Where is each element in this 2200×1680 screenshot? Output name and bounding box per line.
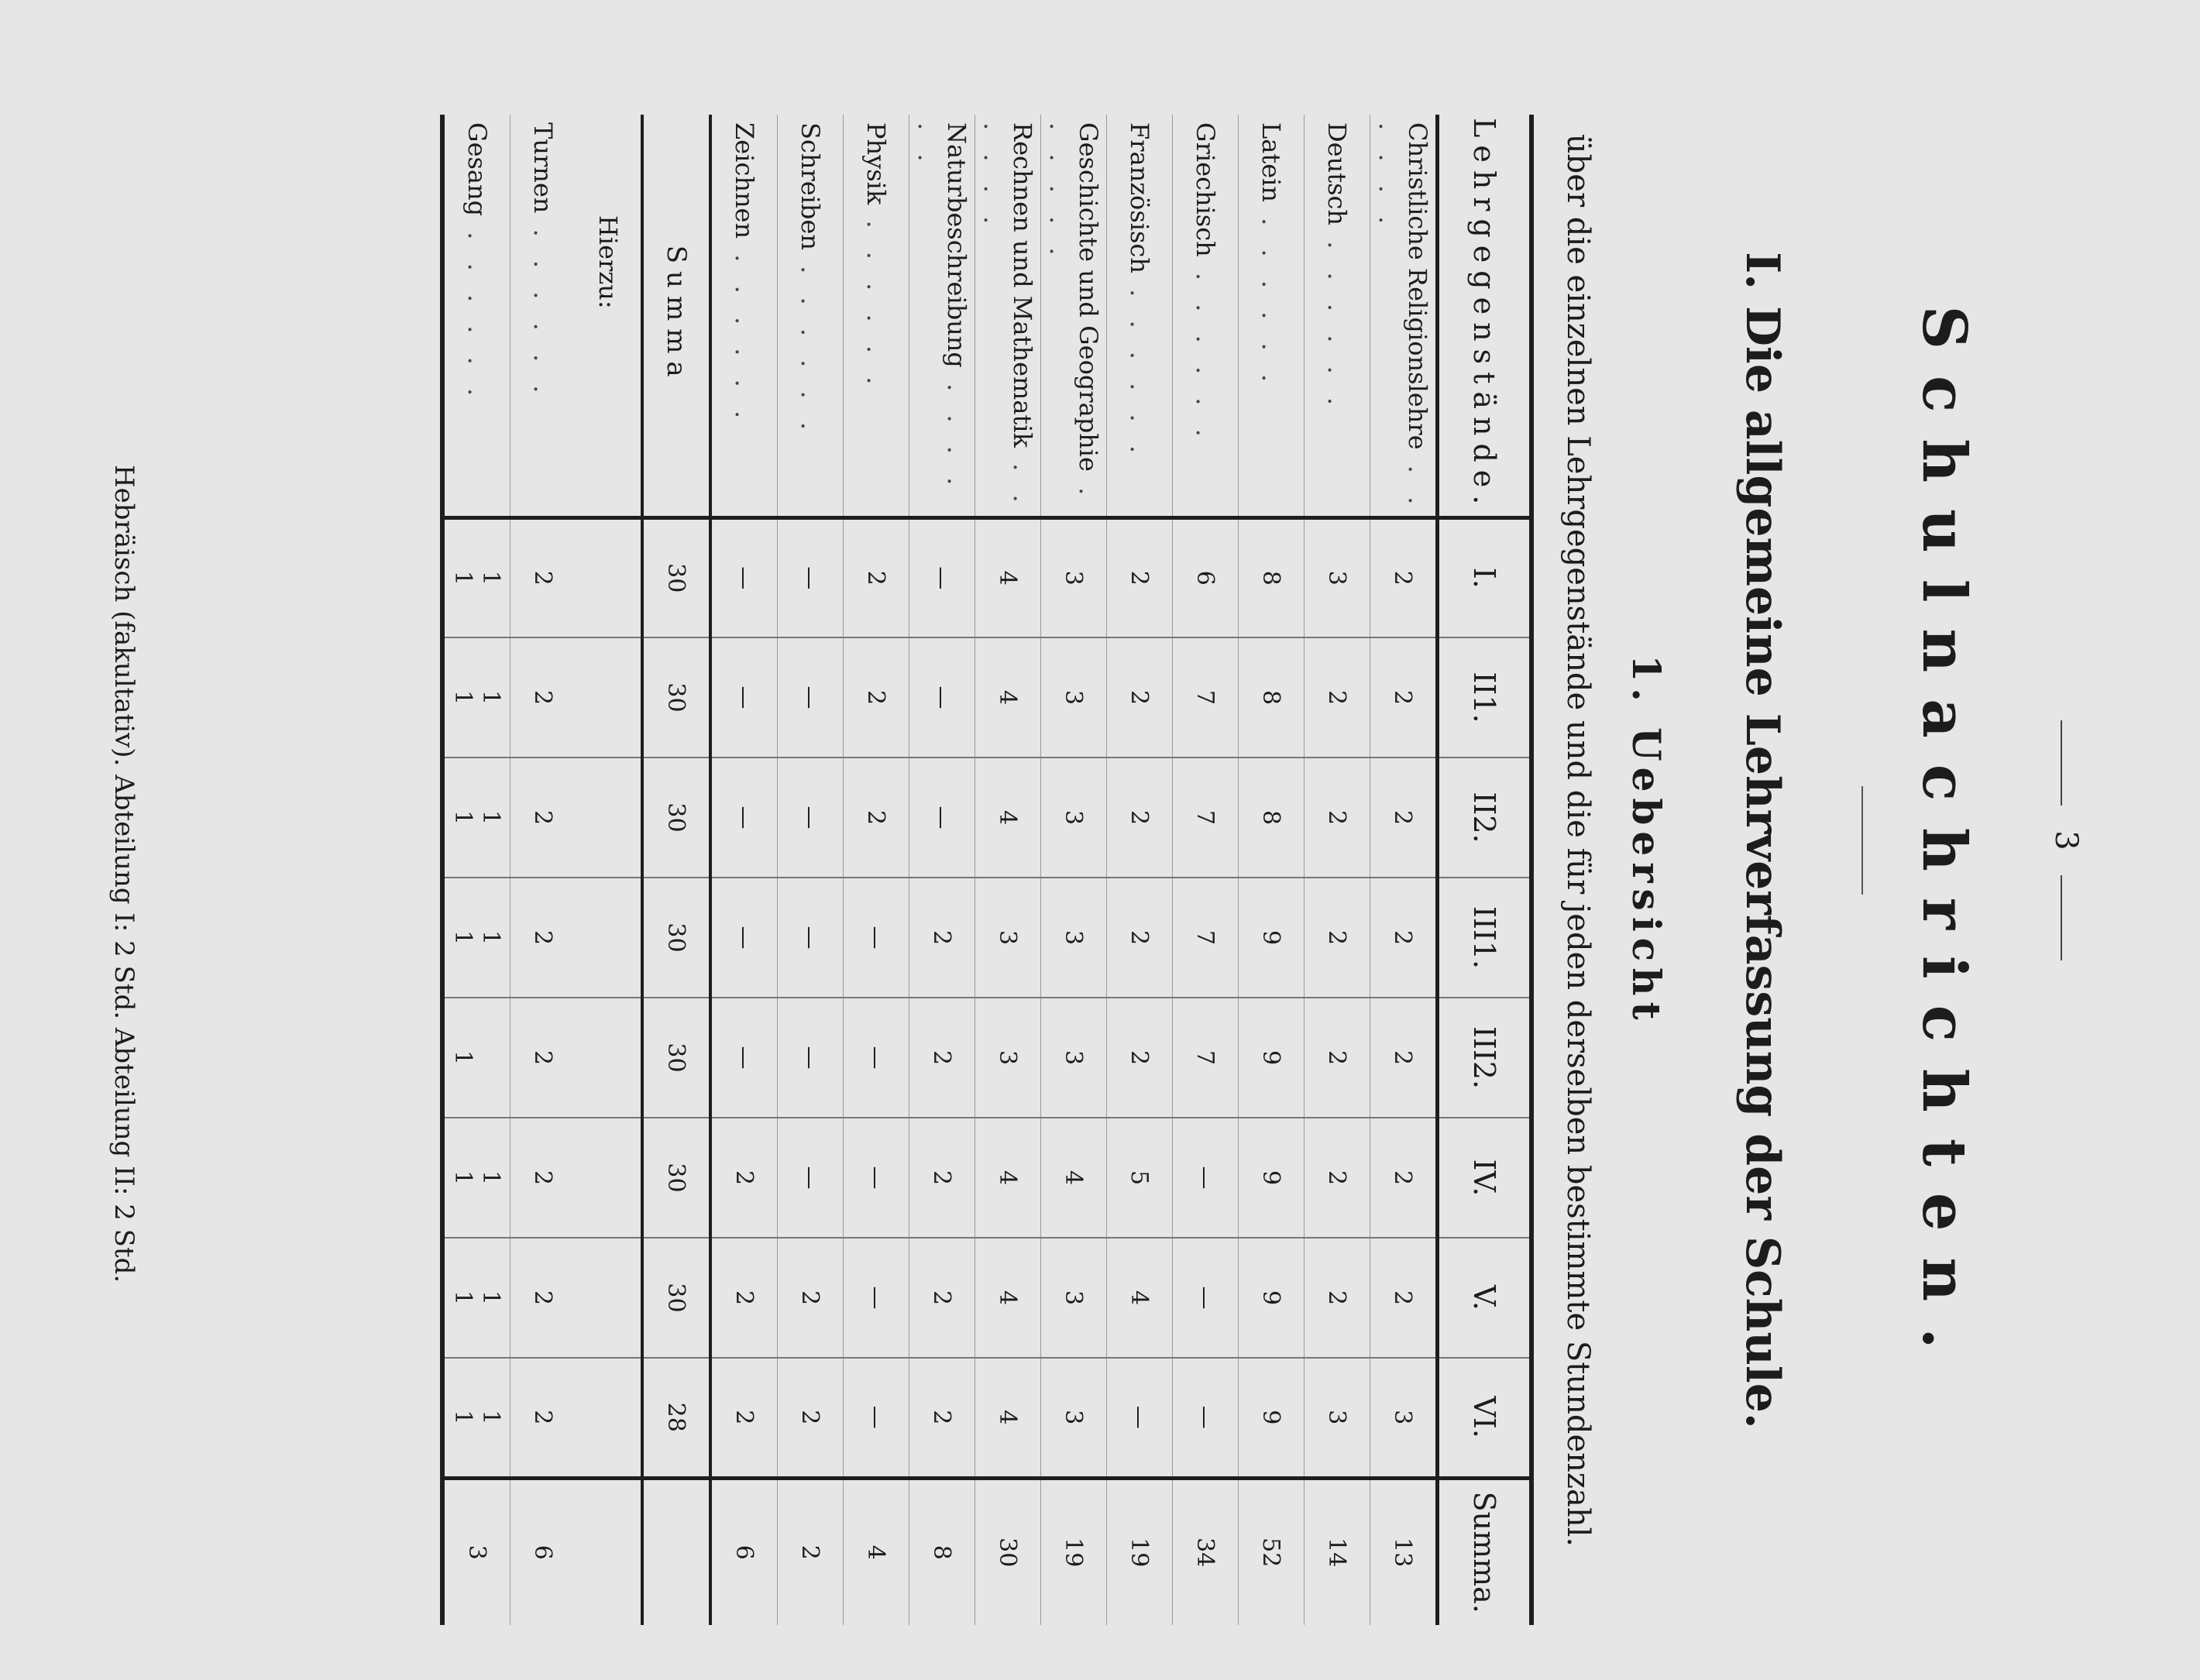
- hours-cell: 2: [710, 1238, 778, 1358]
- subject-header: Lehrgegenstände.: [1438, 115, 1532, 517]
- class-header: V.: [1438, 1238, 1532, 1358]
- hours-cell: 2: [1305, 758, 1370, 878]
- subject-cell: [510, 115, 576, 517]
- table-caption: über die einzelnen Lehrgegenstände und die für jeden derselben bestimmte Stundenzahl.: [1560, 133, 1596, 1548]
- hours-cell: 3: [975, 998, 1041, 1118]
- sum-cell: 30: [642, 878, 710, 998]
- leader-dots: . . . . . .: [462, 216, 492, 404]
- hours-cell: 2: [1305, 1118, 1370, 1238]
- hours-cell: —: [778, 878, 844, 998]
- total-cell: 52: [1239, 1478, 1305, 1625]
- hours-cell: 2: [510, 878, 576, 998]
- gesang-cell: [442, 637, 510, 758]
- subsection-title: 1. Uebersicht: [1624, 654, 1669, 1026]
- total-cell: 4: [844, 1478, 909, 1625]
- class-header: II1.: [1438, 637, 1532, 758]
- sum-cell: 30: [642, 517, 710, 637]
- hours-cell: 3: [1041, 758, 1107, 878]
- header-row: [1438, 115, 1532, 1625]
- empty-cell: [576, 1118, 642, 1238]
- table-row: [1370, 115, 1438, 1625]
- hours-cell: 4: [975, 758, 1041, 878]
- hours-cell: 2: [1305, 998, 1370, 1118]
- subject-label: Griechisch: [1191, 122, 1220, 257]
- empty-cell: [576, 637, 642, 758]
- gesang-cell: [442, 758, 510, 878]
- sum-row: [642, 115, 710, 1625]
- leader-dots: . . . . . .: [796, 249, 825, 438]
- sum-cell: 30: [642, 1238, 710, 1358]
- hours-cell: —: [844, 1238, 909, 1358]
- hours-cell: 7: [1173, 758, 1239, 878]
- empty-cell: [576, 1238, 642, 1358]
- total-cell: 2: [778, 1478, 844, 1625]
- hours-cell: 2: [844, 517, 909, 637]
- hours-cell: 9: [1239, 878, 1305, 998]
- table-row: [844, 115, 909, 1625]
- hours-cell: 2: [510, 1358, 576, 1478]
- gesang-value-upper: 1: [477, 929, 505, 946]
- table-row: [909, 115, 975, 1625]
- table-row: [1305, 115, 1370, 1625]
- hours-cell: 8: [1239, 637, 1305, 758]
- gesang-value-upper: 1: [477, 570, 505, 586]
- hours-cell: —: [1173, 1358, 1239, 1478]
- total-header: Summa.: [1438, 1478, 1532, 1625]
- subject-cell: [1107, 115, 1173, 517]
- hours-cell: 4: [975, 517, 1041, 637]
- subject-cell: [1173, 115, 1239, 517]
- hours-cell: 2: [844, 758, 909, 878]
- class-header: III1.: [1438, 878, 1532, 998]
- empty-cell: [576, 758, 642, 878]
- hours-cell: 2: [510, 1238, 576, 1358]
- hours-cell: —: [844, 1118, 909, 1238]
- total-cell: 19: [1041, 1478, 1107, 1625]
- leader-dots: . . . . . .: [1191, 256, 1220, 445]
- hours-cell: 5: [1107, 1118, 1173, 1238]
- total-cell: 6: [510, 1478, 576, 1625]
- hours-cell: 3: [1041, 1238, 1107, 1358]
- table-row: [778, 115, 844, 1625]
- extra-label-row: [576, 115, 642, 1625]
- hours-cell: 2: [778, 1238, 844, 1358]
- leader-dots: . . . . . .: [1044, 122, 1103, 503]
- hours-cell: 2: [1370, 758, 1438, 878]
- leader-dots: . . . . . .: [1125, 273, 1154, 461]
- subject-label: Französisch: [1125, 122, 1154, 273]
- gesang-cell: [442, 1358, 510, 1478]
- hours-cell: 3: [1305, 1358, 1370, 1478]
- subject-cell: [909, 115, 975, 517]
- hours-cell: 2: [710, 1358, 778, 1478]
- hours-cell: 3: [1041, 878, 1107, 998]
- empty-cell: [576, 878, 642, 998]
- hours-cell: —: [778, 1118, 844, 1238]
- gesang-value-upper: 1: [477, 1170, 505, 1186]
- class-header: IV.: [1438, 1118, 1532, 1238]
- gesang-value-lower: 1: [449, 1290, 477, 1306]
- hours-cell: 2: [1370, 878, 1438, 998]
- gesang-value-lower: 1: [449, 1170, 477, 1186]
- table-row: [1173, 115, 1239, 1625]
- hours-cell: 2: [1370, 1238, 1438, 1358]
- footnote: Hebräisch (fakultativ). Abteilung I: 2 Std. Abteilung II: 2 Std.: [108, 465, 139, 1283]
- gesang-cell: [442, 1118, 510, 1238]
- subject-cell: [778, 115, 844, 517]
- hours-cell: 2: [510, 758, 576, 878]
- hours-cell: —: [778, 758, 844, 878]
- hours-cell: 3: [975, 878, 1041, 998]
- gesang-value-upper: 1: [477, 1290, 505, 1306]
- sum-cell: 28: [642, 1358, 710, 1478]
- hours-cell: 4: [975, 1118, 1041, 1238]
- empty-cell: [576, 998, 642, 1118]
- timetable: [440, 115, 1534, 1625]
- subject-label: Turnen: [528, 122, 558, 214]
- gesang-value-upper: 1: [477, 809, 505, 826]
- rule-left: [2061, 720, 2062, 806]
- hours-cell: —: [710, 878, 778, 998]
- total-cell: 13: [1370, 1478, 1438, 1625]
- subject-label: Schreiben: [796, 122, 825, 250]
- hours-cell: 9: [1239, 998, 1305, 1118]
- hours-cell: 2: [909, 1238, 975, 1358]
- hours-cell: 2: [844, 637, 909, 758]
- hours-cell: 3: [1041, 1358, 1107, 1478]
- hours-cell: —: [909, 758, 975, 878]
- leader-dots: . . . . . .: [861, 204, 891, 393]
- total-cell: 34: [1173, 1478, 1239, 1625]
- table-row: [1041, 115, 1107, 1625]
- sum-total-cell: [642, 1478, 710, 1625]
- hours-cell: 4: [975, 1238, 1041, 1358]
- hours-cell: 2: [510, 517, 576, 637]
- subject-label: Deutsch: [1322, 122, 1352, 226]
- hours-cell: 3: [1305, 517, 1370, 637]
- hours-cell: 2: [1305, 637, 1370, 758]
- section-title: I. Die allgemeine Lehrverfassung der Schule.: [1735, 252, 1789, 1429]
- empty-cell: [576, 1478, 642, 1625]
- table-row: [710, 115, 778, 1625]
- gesang-value-lower: 1: [449, 809, 477, 826]
- hours-cell: 2: [1107, 998, 1173, 1118]
- hours-cell: —: [1173, 1238, 1239, 1358]
- hours-cell: —: [844, 1358, 909, 1478]
- hours-cell: 3: [1041, 517, 1107, 637]
- subject-label: Rechnen und Mathematik: [1008, 122, 1037, 448]
- hours-cell: 2: [1107, 878, 1173, 998]
- leader-dots: . . . . . .: [1373, 122, 1432, 513]
- subject-label: Geschichte und Geographie: [1074, 122, 1103, 472]
- hours-cell: 2: [1305, 878, 1370, 998]
- hours-cell: 7: [1173, 998, 1239, 1118]
- hours-cell: —: [778, 517, 844, 637]
- hours-cell: 7: [1173, 878, 1239, 998]
- hours-cell: —: [844, 998, 909, 1118]
- hours-cell: 2: [1370, 637, 1438, 758]
- subject-label: Naturbeschreibung: [942, 122, 971, 368]
- hours-cell: 2: [1370, 517, 1438, 637]
- hours-cell: 2: [909, 1358, 975, 1478]
- subject-cell: [442, 115, 510, 517]
- rule-right: [2061, 875, 2062, 960]
- leader-dots: . . . . . .: [978, 122, 1037, 510]
- hours-cell: —: [778, 637, 844, 758]
- hours-cell: 2: [778, 1358, 844, 1478]
- hours-cell: —: [1173, 1118, 1239, 1238]
- hours-cell: —: [778, 998, 844, 1118]
- empty-cell: [576, 1358, 642, 1478]
- hours-cell: —: [844, 878, 909, 998]
- hours-cell: 9: [1239, 1238, 1305, 1358]
- hours-cell: 4: [1041, 1118, 1107, 1238]
- hours-cell: —: [710, 637, 778, 758]
- hours-cell: 2: [909, 1118, 975, 1238]
- hours-cell: —: [1107, 1358, 1173, 1478]
- leader-dots: . . . . . .: [730, 239, 759, 427]
- leader-dots: . . . . . .: [1256, 201, 1286, 390]
- hours-cell: 9: [1239, 1118, 1305, 1238]
- hours-cell: 2: [909, 878, 975, 998]
- gesang-value-lower: 1: [449, 929, 477, 946]
- hours-cell: 7: [1173, 637, 1239, 758]
- extra-label: Hierzu:: [593, 215, 623, 309]
- table-row: [975, 115, 1041, 1625]
- subject-label: Latein: [1256, 122, 1286, 202]
- hours-cell: 6: [1173, 517, 1239, 637]
- table-body: [442, 115, 1438, 1625]
- leader-dots: . . . . . .: [528, 213, 558, 401]
- sum-cell: 30: [642, 758, 710, 878]
- gesang-value-upper: 1: [477, 689, 505, 706]
- subject-cell: [710, 115, 778, 517]
- hours-cell: —: [710, 998, 778, 1118]
- subject-cell: [1239, 115, 1305, 517]
- page-heading: Schulnachrichten.: [1909, 305, 1979, 1376]
- subject-cell: [1305, 115, 1370, 517]
- heading-rule: [1861, 786, 1863, 895]
- gesang-cell: [442, 1238, 510, 1358]
- hours-cell: 2: [1107, 517, 1173, 637]
- gesang-cell: [442, 998, 510, 1118]
- hours-cell: 3: [1041, 998, 1107, 1118]
- total-cell: 19: [1107, 1478, 1173, 1625]
- subject-label: Physik: [861, 122, 891, 205]
- total-cell: 3: [442, 1478, 510, 1625]
- hours-cell: 2: [710, 1118, 778, 1238]
- sum-cell: 30: [642, 637, 710, 758]
- sum-cell: 30: [642, 998, 710, 1118]
- hours-cell: —: [909, 517, 975, 637]
- gesang-cell: [442, 517, 510, 637]
- hours-cell: 4: [975, 637, 1041, 758]
- gesang-value-upper: 1: [477, 1410, 505, 1425]
- hours-cell: —: [909, 637, 975, 758]
- hours-cell: 2: [510, 998, 576, 1118]
- table-row: [1107, 115, 1173, 1625]
- subject-cell: [1041, 115, 1107, 517]
- sum-cell: 30: [642, 1118, 710, 1238]
- hours-cell: 2: [510, 1118, 576, 1238]
- sum-label: Summa: [642, 115, 710, 517]
- page-number: 3: [2048, 830, 2084, 850]
- hours-cell: 3: [1041, 637, 1107, 758]
- class-header: III2.: [1438, 998, 1532, 1118]
- turnen-row: [510, 115, 576, 1625]
- leader-dots: . . . . . .: [1322, 225, 1352, 414]
- hours-cell: 8: [1239, 517, 1305, 637]
- empty-cell: [576, 517, 642, 637]
- hours-cell: 2: [1305, 1238, 1370, 1358]
- class-header: VI.: [1438, 1358, 1532, 1478]
- subject-label: Zeichnen: [730, 122, 759, 239]
- hours-cell: 3: [1370, 1358, 1438, 1478]
- subject-cell: [1370, 115, 1438, 517]
- hours-cell: 2: [510, 637, 576, 758]
- total-cell: 14: [1305, 1478, 1370, 1625]
- subject-cell: [975, 115, 1041, 517]
- hours-cell: 2: [1107, 637, 1173, 758]
- hours-cell: 2: [1370, 998, 1438, 1118]
- gesang-value-lower: 1: [449, 689, 477, 706]
- total-cell: 30: [975, 1478, 1041, 1625]
- gesang-value-lower: 1: [449, 1050, 477, 1066]
- gesang-value-lower: 1: [449, 1410, 477, 1425]
- hours-cell: 2: [1370, 1118, 1438, 1238]
- hours-cell: 4: [1107, 1238, 1173, 1358]
- table-row: [1239, 115, 1305, 1625]
- hours-cell: 2: [1107, 758, 1173, 878]
- hours-cell: —: [710, 758, 778, 878]
- class-header: I.: [1438, 517, 1532, 637]
- subject-label: Gesang: [462, 122, 492, 217]
- subject-cell: [844, 115, 909, 517]
- hours-cell: 9: [1239, 1358, 1305, 1478]
- hours-cell: 4: [975, 1358, 1041, 1478]
- total-cell: 6: [710, 1478, 778, 1625]
- hours-cell: 8: [1239, 758, 1305, 878]
- gesang-row: [442, 115, 510, 1625]
- hours-cell: 2: [909, 998, 975, 1118]
- gesang-value-upper: [477, 998, 505, 1117]
- total-cell: 8: [909, 1478, 975, 1625]
- subject-label: Christliche Religionslehre: [1403, 122, 1432, 450]
- gesang-value-lower: 1: [449, 570, 477, 586]
- hours-cell: —: [710, 517, 778, 637]
- gesang-cell: [442, 878, 510, 998]
- class-header: II2.: [1438, 758, 1532, 878]
- leader-dots: . . . . . .: [913, 122, 971, 493]
